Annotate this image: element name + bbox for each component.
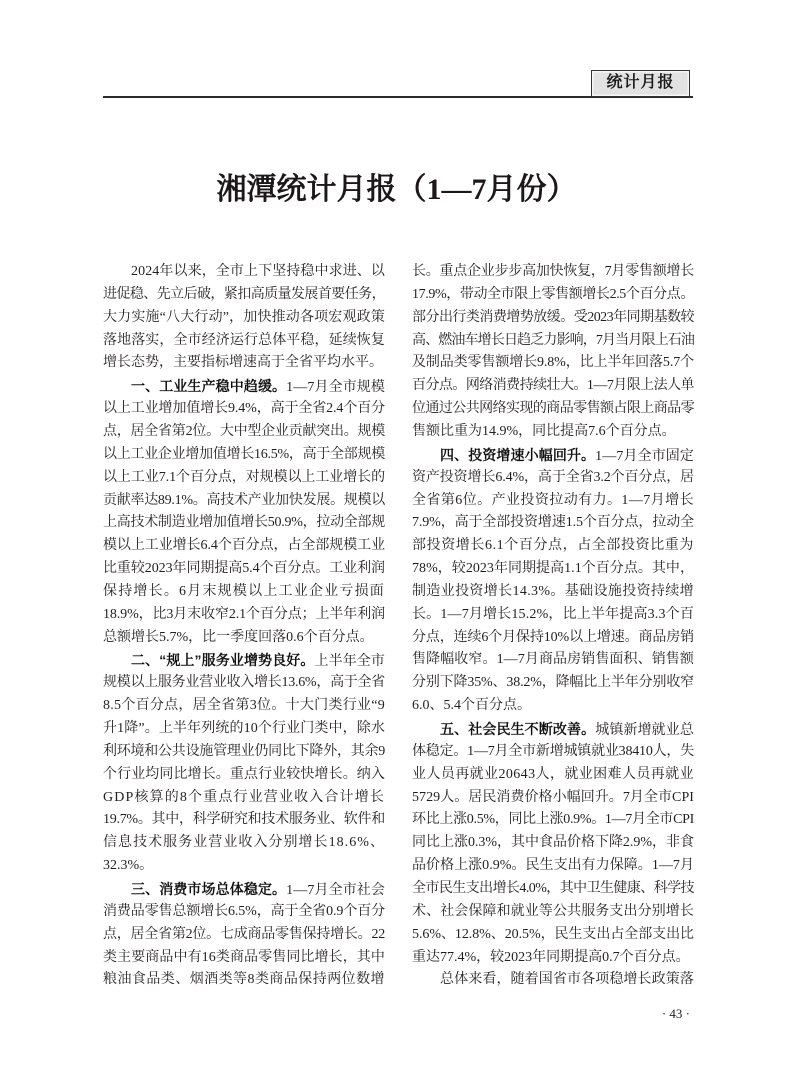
text-line (412, 809, 694, 832)
text-line (412, 352, 694, 375)
line-content (103, 947, 385, 970)
text-line (412, 307, 694, 330)
text-line (103, 604, 385, 627)
line-content (103, 627, 374, 650)
text-line (103, 490, 385, 513)
page-number: · 43 · (661, 1006, 690, 1021)
line-text: 长。重点企业步步高加快恢复，7月零售额增长 (412, 264, 694, 279)
text-line (412, 467, 694, 490)
column-right (412, 261, 694, 993)
line-content (412, 604, 694, 627)
line-text: 售降幅收窄。1—7月商品房销售面积、销售额 (412, 652, 694, 668)
text-line (412, 855, 694, 878)
line-text: 类主要商品中有16类商品零售同比增长，其中 (103, 949, 385, 965)
text-line (103, 467, 385, 490)
line-content (131, 375, 385, 400)
line-content (440, 718, 694, 743)
text-line (412, 718, 694, 741)
line-text: 及制品类零售额增长9.8%，比上半年回落5.7个 (412, 355, 694, 371)
text-line (103, 832, 385, 855)
line-content (103, 924, 385, 947)
text-line (412, 649, 694, 672)
line-text: 17.9%，带动全市限上零售额增长2.5个百分点。 (412, 286, 694, 302)
line-text: 利环境和公共设施管理业仍同比下降外，其余9 (103, 743, 385, 759)
text-line (103, 649, 385, 672)
text-line (103, 672, 385, 695)
text-line (103, 352, 385, 375)
line-content (412, 878, 694, 901)
line-text: 品价格上涨0.9%。民生支出有力保障。1—7月 (412, 858, 694, 874)
line-content (103, 718, 385, 741)
text-line (412, 832, 694, 855)
line-text: 上高技术制造业增加值增长50.9%，拉动全部规 (103, 515, 385, 531)
line-text: 规模以上服务业营业收入增长13.6%，高于全省 (103, 675, 385, 691)
line-content (103, 969, 385, 992)
text-line (412, 421, 694, 444)
line-text: 5729人。居民消费价格小幅回升。7月全市CPI (412, 789, 694, 805)
line-content (103, 604, 385, 627)
line-content (103, 558, 385, 581)
text-line (412, 741, 694, 764)
line-content (103, 832, 385, 855)
line-content (103, 444, 385, 467)
line-content (412, 672, 694, 695)
text-line (103, 969, 385, 992)
text-line (412, 490, 694, 513)
text-line (103, 901, 385, 924)
text-line (103, 375, 385, 398)
line-content (103, 787, 385, 810)
line-content (131, 649, 385, 674)
line-text: 19.7%。其中，科学研究和技术服务业、软件和 (103, 812, 385, 828)
text-line (412, 558, 694, 581)
line-text: 个行业均同比增长。重点行业较快增长。纳入 (103, 766, 385, 782)
line-text: 长。1—7月增长15.2%，比上半年提高3.3个百 (412, 606, 694, 622)
text-line (412, 398, 694, 421)
text-line (412, 604, 694, 627)
line-content (412, 558, 694, 581)
line-content (412, 947, 690, 970)
line-text: 8.5个百分点，居全省第3位。十大门类行业“9 (103, 698, 385, 714)
line-text: 百分点。网络消费持续壮大。1—7月限上法人单 (412, 378, 694, 394)
line-text: 1—7月全市规模 (286, 380, 386, 396)
text-line (412, 284, 694, 307)
line-content (103, 809, 385, 832)
line-text: 大力实施“八大行动”，加快推动各项宏观政策 (103, 309, 385, 325)
line-text: 售额比重为14.9%，同比提高7.6个百分点。 (412, 423, 676, 439)
line-text: 点，居全省第2位。七成商品零售保持增长。22 (103, 926, 385, 942)
line-content (412, 467, 694, 490)
text-line (103, 924, 385, 947)
line-content (412, 535, 694, 558)
text-line (103, 307, 385, 330)
line-content (103, 512, 385, 535)
text-line (412, 330, 694, 353)
line-text: 术、社会保障和就业等公共服务支出分别增长 (412, 903, 694, 919)
line-content (412, 832, 694, 855)
text-line (103, 330, 385, 353)
line-content (412, 490, 694, 513)
line-content (103, 490, 385, 513)
section-heading: 三、消费市场总体稳定。 (131, 880, 287, 897)
line-content (412, 764, 694, 787)
text-line (412, 764, 694, 787)
text-line (103, 764, 385, 787)
line-text: 城镇新增就业总 (595, 723, 695, 738)
text-line (412, 878, 694, 901)
line-content (103, 352, 383, 375)
line-text: 位通过公共网络实现的商品零售额占限上商品零 (412, 401, 694, 417)
line-text: 部投资增长6.1个百分点，占全部投资比重为 (412, 538, 694, 554)
text-line (103, 947, 385, 970)
line-text: 以上工业企业增加值增长16.5%，高于全部规模 (103, 446, 385, 462)
text-line (412, 924, 694, 947)
line-content (131, 878, 385, 903)
line-text: 模以上工业增长6.4个百分点，占全部规模工业 (103, 538, 385, 554)
text-line (103, 398, 385, 421)
text-line (412, 444, 694, 467)
line-content (103, 421, 385, 444)
line-content (412, 741, 694, 764)
line-text: 资产投资增长6.4%，高于全省3.2个百分点，居 (412, 469, 694, 485)
line-text: 高、燃油车增长日趋乏力影响，7月当月限上石油 (412, 332, 694, 348)
line-text: 落地落实，全市经济运行总体平稳，延续恢复 (103, 332, 385, 348)
line-content (412, 924, 694, 947)
line-content (103, 330, 385, 353)
line-text: 1—7月全市社会 (286, 882, 386, 898)
line-content (103, 695, 385, 718)
text-line (412, 787, 694, 810)
column-left (103, 261, 385, 993)
line-content (103, 467, 385, 490)
article-title: 湘潭统计月报（1—7月份） (216, 173, 577, 206)
line-text: 升1降”。上半年列统的10个行业门类中，除水 (103, 721, 385, 736)
section-heading: 五、社会民生不断改善。 (440, 721, 596, 737)
line-content (103, 764, 385, 787)
text-line (412, 901, 694, 924)
text-line (103, 695, 385, 718)
line-content (412, 512, 694, 535)
line-text: 进促稳、先立后破，紧扣高质量发展首要任务， (103, 286, 385, 302)
line-text: 以上工业7.1个百分点，对规模以上工业增长的 (103, 469, 385, 485)
line-content (412, 901, 694, 924)
line-text: 18.9%，比3月末收窄2.1个百分点；上半年利润 (103, 606, 385, 622)
line-text: 点，居全省第2位。大中型企业贡献突出。规模 (103, 423, 385, 439)
line-text: 重达77.4%，较2023年同期提高0.7个百分点。 (412, 949, 690, 965)
line-content (412, 398, 694, 421)
text-line (412, 261, 694, 284)
text-line (412, 535, 694, 558)
line-content (103, 672, 385, 695)
line-text: 粮油食品类、烟酒类等8类商品保持两位数增 (103, 972, 385, 988)
line-text: 32.3%。 (103, 858, 154, 874)
line-text: 环比上涨0.5%，同比上涨0.9%。1—7月全市CPI (412, 812, 694, 828)
text-line (412, 969, 694, 992)
line-text: 分别下降35%、38.2%，降幅比上半年分别收窄 (412, 675, 694, 691)
line-content (412, 307, 694, 330)
line-text: 6.0、5.4个百分点。 (412, 698, 531, 714)
section-heading: 二、“规上”服务业增势良好。 (131, 652, 315, 669)
line-text: 上半年全市 (314, 654, 386, 670)
line-content (103, 901, 385, 924)
line-content (440, 969, 694, 992)
line-text: 消费品零售总额增长6.5%，高于全省0.9个百分 (103, 903, 385, 919)
line-content (103, 284, 385, 307)
line-text: 贡献率达89.1%。高技术产业加快发展。规模以 (103, 492, 385, 508)
line-content (412, 330, 694, 353)
line-content (412, 809, 694, 832)
line-text: 全省第6位。产业投资拉动有力。1—7月增长 (412, 492, 694, 508)
text-line (103, 444, 385, 467)
section-heading: 四、投资增速小幅回升。 (440, 446, 596, 463)
line-content (103, 535, 385, 558)
line-content (412, 787, 694, 810)
line-content (412, 421, 676, 444)
text-line (103, 284, 385, 307)
line-content (412, 649, 694, 672)
line-content (412, 375, 694, 398)
line-content (103, 398, 385, 421)
line-text: 5.6%、12.8%、20.5%，民生支出占全部支出比 (412, 926, 694, 942)
line-content (103, 307, 385, 330)
text-line (412, 512, 694, 535)
line-text: 总额增长5.7%，比一季度回落0.6个百分点。 (103, 629, 374, 645)
text-line (103, 558, 385, 581)
line-text: 以上工业增加值增长9.4%，高于全省2.4个百分 (103, 401, 385, 417)
line-text: 总体来看，随着国省市各项稳增长政策落 (440, 972, 694, 988)
line-text: 1—7月全市固定 (595, 448, 695, 464)
text-line (103, 535, 385, 558)
text-line (412, 947, 694, 970)
line-content (412, 261, 694, 284)
line-text: 信息技术服务业营业收入分别增长18.6%、 (103, 835, 385, 851)
line-text: 78%，较2023年同期提高1.1个百分点。其中， (412, 561, 694, 577)
line-content (131, 261, 385, 284)
text-line (103, 718, 385, 741)
line-text: 体稳定。1—7月全市新增城镇就业38410人，失 (412, 743, 694, 759)
line-content (412, 352, 694, 375)
section-tag: 统计月报 (591, 70, 690, 97)
text-line (103, 261, 385, 284)
line-content (440, 444, 694, 469)
line-text: 分点，连续6个月保持10%以上增速。商品房销 (412, 629, 694, 645)
text-line (103, 855, 385, 878)
text-line (103, 741, 385, 764)
line-text: 7.9%，高于全部投资增速1.5个百分点，拉动全 (412, 515, 694, 531)
text-line (103, 421, 385, 444)
text-line (103, 809, 385, 832)
text-line (103, 627, 385, 650)
line-text: 比重较2023年同期提高5.4个百分点。工业利润 (103, 561, 385, 577)
text-line (412, 627, 694, 650)
line-text: 业人员再就业20643人，就业困难人员再就业 (412, 766, 694, 782)
line-text: 全市民生支出增长4.0%，其中卫生健康、科学技 (412, 880, 694, 896)
line-text: 2024年以来，全市上下坚持稳中求进、以 (131, 264, 385, 279)
text-line (103, 581, 385, 604)
line-content (412, 855, 694, 878)
line-content (103, 581, 385, 604)
line-content (412, 284, 694, 307)
text-line (412, 375, 694, 398)
line-text: 制造业投资增长14.3%。基础设施投资持续增 (412, 583, 694, 599)
line-text: 同比上涨0.3%，其中食品价格下降2.9%，非食 (412, 835, 694, 851)
line-content (103, 855, 153, 878)
line-content (103, 741, 385, 764)
text-line (103, 787, 385, 810)
section-heading: 一、工业生产稳中趋缓。 (131, 378, 287, 395)
line-text: 增长态势，主要指标增速高于全省平均水平。 (103, 355, 383, 371)
text-line (412, 695, 694, 718)
text-line (412, 581, 694, 604)
line-text: GDP核算的8个重点行业营业收入合计增长 (103, 789, 385, 805)
line-content (412, 581, 694, 604)
text-line (412, 672, 694, 695)
line-text: 部分出行类消费增势放缓。受2023年同期基数较 (412, 309, 694, 325)
text-line (103, 512, 385, 535)
text-line (103, 878, 385, 901)
line-text: 保持增长。6月末规模以上工业企业亏损面 (103, 583, 385, 599)
line-content (412, 627, 694, 650)
line-content (412, 695, 531, 718)
